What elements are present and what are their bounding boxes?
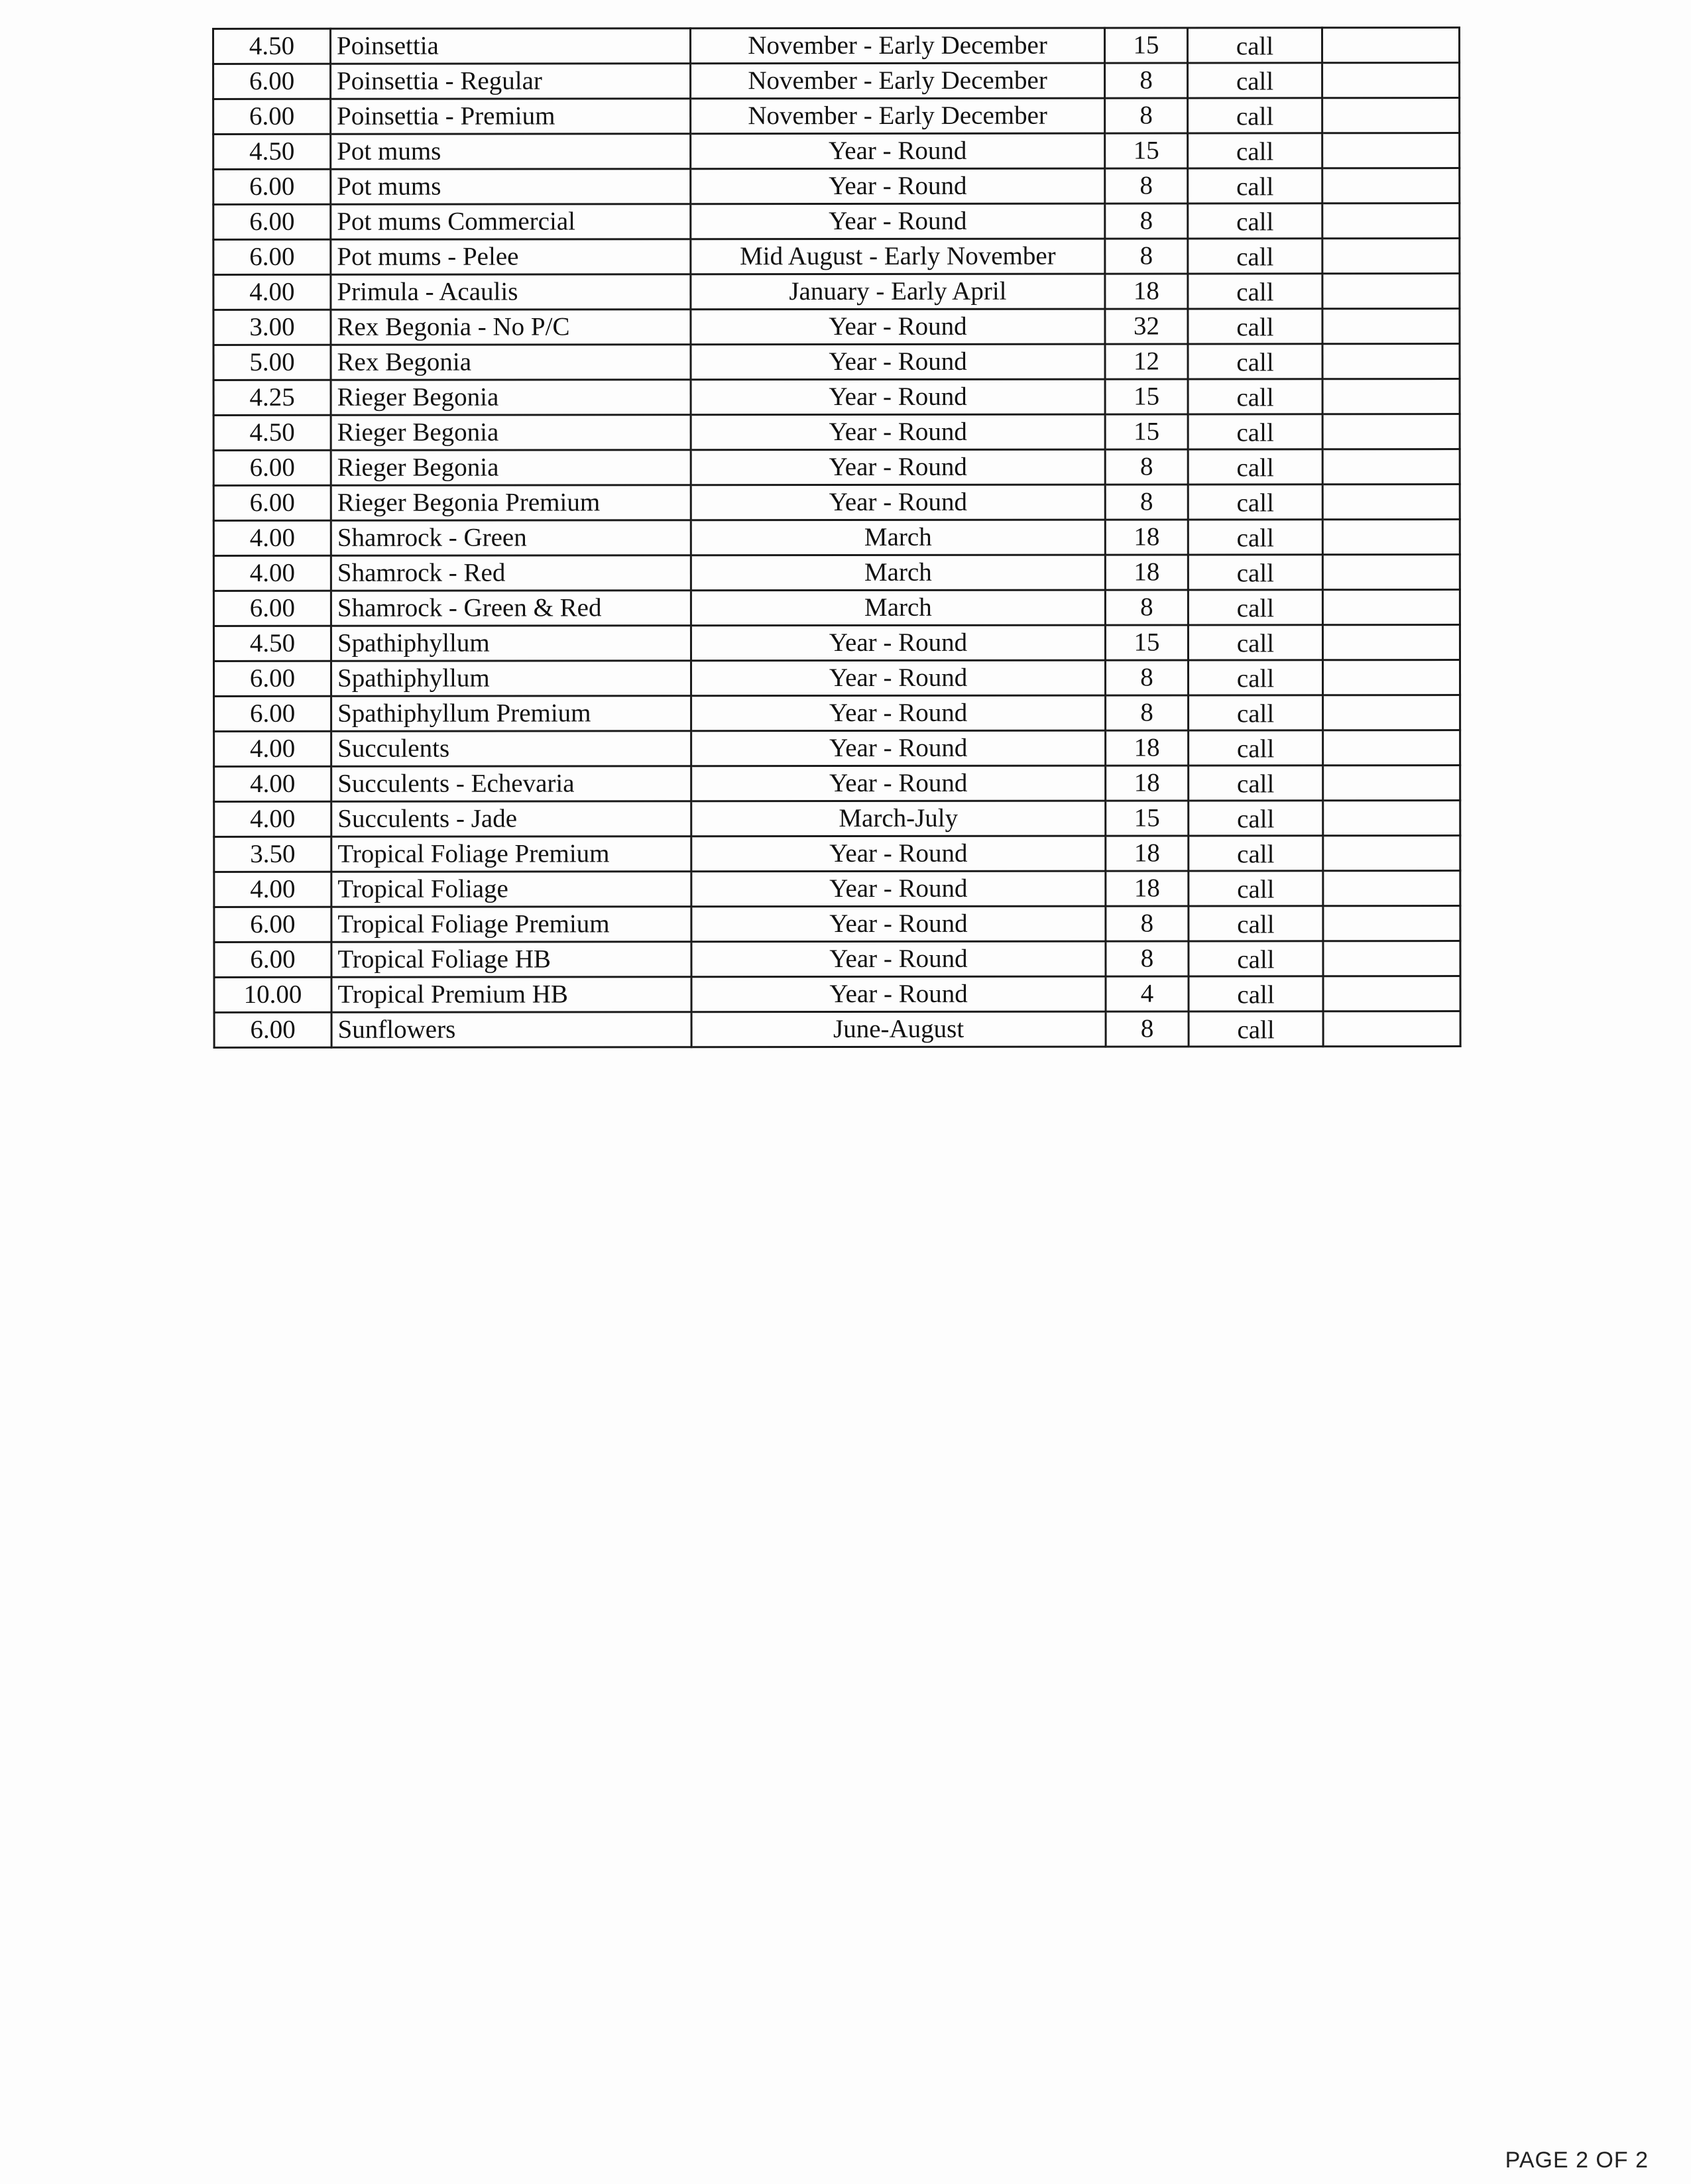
- availability-season-cell: March: [691, 520, 1105, 555]
- plant-name-cell: Tropical Foliage HB: [331, 942, 691, 978]
- plant-name-cell: Spathiphyllum: [331, 626, 691, 661]
- price-cell: call: [1188, 309, 1322, 344]
- order-quantity-cell[interactable]: [1322, 485, 1460, 520]
- order-quantity-cell[interactable]: [1323, 730, 1460, 766]
- pot-size-cell: 4.00: [213, 520, 331, 555]
- pack-quantity-cell: 8: [1105, 63, 1188, 98]
- order-quantity-cell[interactable]: [1323, 801, 1460, 836]
- table-row: [213, 98, 1460, 135]
- availability-season-cell: Year - Round: [691, 906, 1106, 942]
- availability-season-cell: Year - Round: [691, 941, 1106, 977]
- plant-name-cell: Pot mums - Pelee: [331, 239, 691, 275]
- pack-quantity-cell: 15: [1105, 28, 1188, 63]
- plant-name-cell: Primula - Acaulis: [331, 274, 691, 310]
- plant-name-cell: Succulents: [331, 731, 691, 767]
- pot-size-cell: 6.00: [214, 661, 331, 696]
- pack-quantity-cell: 18: [1105, 520, 1188, 555]
- table-row: [214, 906, 1460, 943]
- order-quantity-cell[interactable]: [1322, 414, 1460, 449]
- price-cell: call: [1188, 625, 1322, 660]
- availability-season-cell: Year - Round: [691, 730, 1106, 766]
- pack-quantity-cell: 8: [1106, 941, 1189, 976]
- price-cell: call: [1188, 379, 1322, 414]
- price-cell: call: [1188, 133, 1322, 168]
- availability-season-cell: Year - Round: [691, 485, 1105, 520]
- pack-quantity-cell: 18: [1106, 871, 1189, 906]
- pack-quantity-cell: 15: [1105, 133, 1188, 168]
- pot-size-cell: 5.00: [213, 345, 331, 380]
- pack-quantity-cell: 8: [1105, 590, 1188, 625]
- plant-name-cell: Succulents - Echevaria: [331, 766, 691, 802]
- pot-size-cell: 4.50: [213, 134, 331, 169]
- table-row: [213, 28, 1460, 64]
- plant-name-cell: Spathiphyllum Premium: [331, 696, 691, 732]
- price-cell: call: [1188, 63, 1322, 98]
- availability-season-cell: Year - Round: [691, 379, 1105, 415]
- table-row: [214, 801, 1460, 837]
- plant-name-cell: Rieger Begonia: [331, 380, 691, 416]
- plant-name-cell: Rieger Begonia Premium: [331, 485, 691, 521]
- pot-size-cell: 6.00: [214, 696, 331, 731]
- pot-size-cell: 6.00: [213, 485, 331, 520]
- table-row: [214, 941, 1460, 978]
- availability-season-cell: March: [691, 590, 1105, 626]
- order-quantity-cell[interactable]: [1322, 520, 1460, 555]
- availability-season-cell: March: [691, 555, 1105, 591]
- pack-quantity-cell: 18: [1105, 555, 1188, 590]
- pot-size-cell: 6.00: [214, 1012, 331, 1047]
- pot-size-cell: 6.00: [213, 169, 331, 204]
- price-cell: call: [1189, 695, 1323, 730]
- table-row: [214, 976, 1460, 1013]
- availability-season-cell: Year - Round: [691, 203, 1105, 239]
- price-cell: call: [1189, 1011, 1323, 1047]
- table-row: [213, 239, 1460, 275]
- plant-name-cell: Poinsettia - Premium: [331, 99, 691, 135]
- pot-size-cell: 4.00: [214, 872, 331, 907]
- table-row: [213, 344, 1460, 380]
- pot-size-cell: 6.00: [213, 204, 331, 239]
- table-row: [214, 871, 1460, 907]
- order-quantity-cell[interactable]: [1323, 766, 1460, 801]
- order-quantity-cell[interactable]: [1322, 590, 1460, 625]
- order-quantity-cell[interactable]: [1323, 871, 1460, 906]
- order-quantity-cell[interactable]: [1322, 660, 1460, 695]
- plant-name-cell: Poinsettia - Regular: [331, 64, 691, 99]
- plant-name-cell: Succulents - Jade: [331, 801, 691, 837]
- table-row: [213, 625, 1460, 661]
- pot-size-cell: 4.00: [214, 766, 331, 801]
- pot-size-cell: 6.00: [213, 450, 331, 485]
- pot-size-cell: 10.00: [214, 977, 331, 1012]
- price-cell: call: [1188, 203, 1322, 239]
- price-cell: call: [1189, 906, 1323, 941]
- plant-name-cell: Rex Begonia: [331, 345, 691, 380]
- pack-quantity-cell: 15: [1106, 801, 1189, 836]
- price-cell: call: [1188, 98, 1322, 133]
- pot-size-cell: 6.00: [214, 942, 331, 977]
- plant-name-cell: Shamrock - Green: [331, 520, 691, 556]
- availability-season-cell: Year - Round: [691, 695, 1106, 731]
- pack-quantity-cell: 8: [1105, 449, 1188, 485]
- plant-name-cell: Rex Begonia - No P/C: [331, 310, 691, 345]
- plant-name-cell: Tropical Premium HB: [331, 977, 691, 1013]
- order-quantity-cell[interactable]: [1323, 836, 1460, 871]
- order-quantity-cell[interactable]: [1323, 1011, 1460, 1047]
- plant-name-cell: Rieger Begonia: [331, 450, 691, 486]
- table-row: [213, 449, 1460, 486]
- table-row: [214, 766, 1460, 802]
- order-quantity-cell[interactable]: [1322, 168, 1460, 203]
- table-row: [214, 695, 1460, 732]
- pack-quantity-cell: 8: [1105, 168, 1188, 203]
- table-row: [213, 168, 1460, 205]
- table-row: [213, 485, 1460, 521]
- table-row: [214, 836, 1460, 872]
- availability-season-cell: Year - Round: [691, 309, 1105, 345]
- table-row: [214, 660, 1460, 697]
- price-cell: call: [1188, 449, 1322, 485]
- plant-name-cell: Tropical Foliage Premium: [331, 836, 691, 872]
- availability-season-cell: Year - Round: [691, 133, 1105, 169]
- pack-quantity-cell: 8: [1105, 485, 1188, 520]
- table-row: [213, 309, 1460, 345]
- plant-name-cell: Tropical Foliage: [331, 872, 691, 907]
- availability-season-cell: November - Early December: [691, 63, 1105, 99]
- pack-quantity-cell: 8: [1105, 98, 1188, 133]
- order-quantity-cell[interactable]: [1322, 63, 1460, 98]
- price-cell: call: [1188, 274, 1322, 309]
- table-row: [214, 730, 1460, 767]
- availability-season-cell: Year - Round: [691, 168, 1105, 204]
- order-quantity-cell[interactable]: [1322, 274, 1460, 309]
- pot-size-cell: 4.00: [213, 274, 331, 310]
- pot-size-cell: 4.00: [214, 731, 331, 766]
- pack-quantity-cell: 12: [1105, 344, 1188, 379]
- order-quantity-cell[interactable]: [1322, 379, 1460, 414]
- order-quantity-cell[interactable]: [1322, 625, 1460, 660]
- pot-size-cell: 6.00: [213, 591, 331, 626]
- pack-quantity-cell: 18: [1106, 730, 1189, 766]
- plant-name-cell: Sunflowers: [331, 1012, 691, 1048]
- table-row: [213, 203, 1460, 240]
- order-quantity-cell[interactable]: [1322, 309, 1460, 344]
- availability-season-cell: Year - Round: [691, 414, 1105, 450]
- pack-quantity-cell: 18: [1105, 274, 1188, 309]
- pot-size-cell: 4.50: [213, 29, 331, 64]
- pack-quantity-cell: 15: [1105, 625, 1188, 660]
- pack-quantity-cell: 8: [1106, 1011, 1189, 1047]
- pack-quantity-cell: 8: [1106, 906, 1189, 941]
- availability-season-cell: Mid August - Early November: [691, 239, 1105, 274]
- pack-quantity-cell: 8: [1105, 660, 1188, 695]
- price-cell: call: [1188, 660, 1322, 695]
- availability-season-cell: Year - Round: [691, 976, 1106, 1012]
- price-cell: call: [1189, 976, 1323, 1011]
- price-cell: call: [1188, 239, 1322, 274]
- availability-season-cell: November - Early December: [691, 98, 1105, 134]
- pack-quantity-cell: 8: [1105, 239, 1188, 274]
- pack-quantity-cell: 8: [1106, 695, 1189, 730]
- price-cell: call: [1188, 168, 1322, 203]
- plant-name-cell: Rieger Begonia: [331, 415, 691, 451]
- pack-quantity-cell: 8: [1105, 203, 1188, 239]
- order-quantity-cell[interactable]: [1322, 98, 1460, 133]
- price-cell: call: [1188, 414, 1322, 449]
- pot-size-cell: 3.00: [213, 310, 331, 345]
- availability-season-cell: March-July: [691, 801, 1106, 836]
- table-row: [214, 1011, 1460, 1048]
- table-row: [213, 133, 1460, 170]
- plant-name-cell: Spathiphyllum: [331, 661, 691, 697]
- availability-season-cell: Year - Round: [691, 449, 1105, 485]
- table-row: [213, 379, 1460, 416]
- page-number: PAGE 2 OF 2: [1505, 2148, 1649, 2173]
- order-quantity-cell[interactable]: [1322, 555, 1460, 590]
- table-row: [213, 590, 1460, 626]
- price-cell: call: [1188, 590, 1322, 625]
- pot-size-cell: 6.00: [213, 239, 331, 274]
- order-quantity-cell[interactable]: [1322, 203, 1460, 239]
- plant-name-cell: Shamrock - Green & Red: [331, 591, 691, 626]
- price-cell: call: [1188, 555, 1322, 590]
- price-cell: call: [1189, 836, 1323, 871]
- availability-table: [212, 27, 1462, 1049]
- plant-name-cell: Pot mums: [331, 169, 691, 205]
- plant-name-cell: Shamrock - Red: [331, 555, 691, 591]
- pot-size-cell: 6.00: [213, 99, 331, 134]
- pot-size-cell: 4.50: [213, 626, 331, 661]
- pot-size-cell: 6.00: [214, 907, 331, 942]
- pack-quantity-cell: 15: [1105, 414, 1188, 449]
- availability-season-cell: Year - Round: [691, 625, 1105, 661]
- availability-season-cell: Year - Round: [691, 871, 1106, 907]
- availability-table-body: [213, 28, 1461, 1048]
- price-cell: call: [1188, 344, 1322, 379]
- price-cell: call: [1189, 766, 1323, 801]
- pack-quantity-cell: 32: [1105, 309, 1188, 344]
- table-row: [213, 555, 1460, 591]
- availability-season-cell: Year - Round: [691, 660, 1106, 696]
- order-quantity-cell[interactable]: [1322, 133, 1460, 168]
- price-cell: call: [1189, 871, 1323, 906]
- plant-name-cell: Pot mums: [331, 134, 691, 170]
- pack-quantity-cell: 18: [1106, 836, 1189, 871]
- price-cell: call: [1188, 520, 1322, 555]
- table-row: [213, 520, 1460, 556]
- pack-quantity-cell: 4: [1106, 976, 1189, 1011]
- price-cell: call: [1188, 28, 1322, 63]
- price-cell: call: [1189, 730, 1323, 766]
- order-quantity-cell[interactable]: [1323, 695, 1460, 730]
- table-row: [213, 414, 1460, 451]
- order-quantity-cell[interactable]: [1323, 976, 1460, 1011]
- pot-size-cell: 4.00: [213, 555, 331, 591]
- pot-size-cell: 4.00: [214, 801, 331, 836]
- pot-size-cell: 4.50: [213, 415, 331, 450]
- plant-name-cell: Poinsettia: [331, 29, 691, 64]
- pot-size-cell: 3.50: [214, 836, 331, 872]
- availability-season-cell: Year - Round: [691, 344, 1105, 380]
- price-cell: call: [1189, 941, 1323, 976]
- table-row: [213, 274, 1460, 310]
- table-row: [213, 63, 1460, 99]
- order-quantity-cell[interactable]: [1323, 941, 1460, 976]
- availability-season-cell: November - Early December: [691, 28, 1105, 64]
- price-cell: call: [1189, 801, 1323, 836]
- plant-name-cell: Pot mums Commercial: [331, 204, 691, 240]
- pack-quantity-cell: 15: [1105, 379, 1188, 414]
- pot-size-cell: 6.00: [213, 64, 331, 99]
- order-quantity-cell[interactable]: [1322, 449, 1460, 485]
- order-quantity-cell[interactable]: [1322, 239, 1460, 274]
- availability-season-cell: Year - Round: [691, 836, 1106, 872]
- availability-season-cell: June-August: [691, 1011, 1106, 1047]
- order-quantity-cell[interactable]: [1323, 906, 1460, 941]
- price-cell: call: [1188, 485, 1322, 520]
- availability-season-cell: Year - Round: [691, 766, 1106, 801]
- availability-season-cell: January - Early April: [691, 274, 1105, 310]
- order-quantity-cell[interactable]: [1322, 28, 1460, 63]
- order-quantity-cell[interactable]: [1322, 344, 1460, 379]
- pot-size-cell: 4.25: [213, 380, 331, 415]
- pack-quantity-cell: 18: [1106, 766, 1189, 801]
- plant-name-cell: Tropical Foliage Premium: [331, 907, 691, 943]
